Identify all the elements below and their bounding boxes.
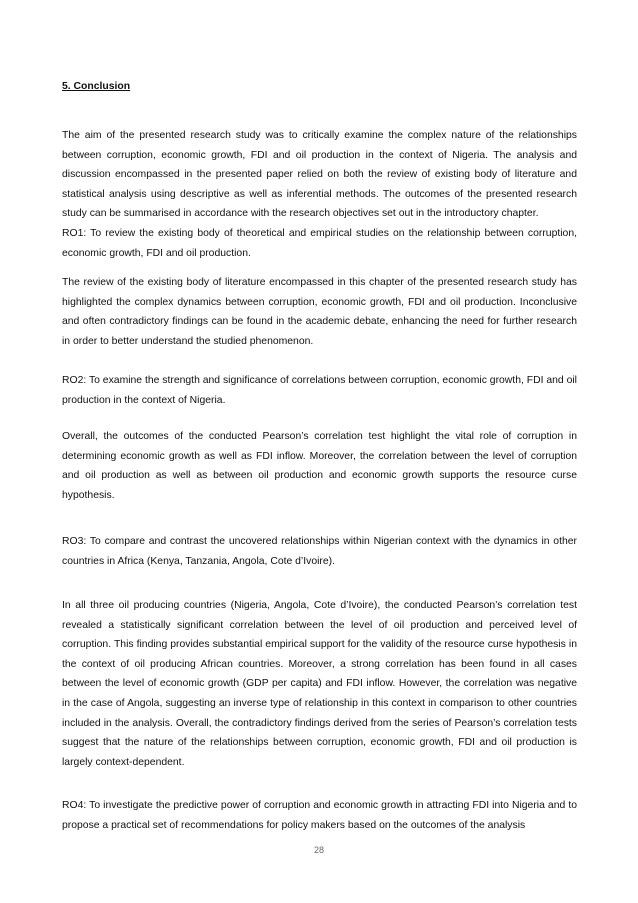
intro-paragraph: The aim of the presented research study was to critically examine the complex nature of the relationships between corruption, economic growth, FDI and oil production in the context of Nigeria. The analysis and discussion encompassed in the presented paper relied on both the review of existing body of literature and statistical analysis using descriptive as well as inferential methods. The outcomes of the presented research study can be summarised in accordance with the research objectives set out in the introductory chapter. [62,130,577,220]
research-objective-2-findings: Overall, the outcomes of the conducted Pearson’s correlation test highlight the vital role of corruption in determining economic growth as well as FDI inflow. Moreover, the correlation between the level of corruption and oil production as well as between oil production and economic growth supports the resource curse hypothesis. [62,431,577,501]
section-heading: 5. Conclusion [62,81,131,92]
research-objective-3-findings: In all three oil producing countries (Nigeria, Angola, Cote d’Ivoire), the conducted Pearson’s correlation test revealed a statistically significant correlation between the level of oil production and perceived level of corruption. This finding provides substantial empirical support for the validity of the resource curse hypothesis in the context of oil producing African countries. Moreover, a strong correlation has been found in all cases between the level of economic growth (GDP per capita) and FDI inflow. However, the correlation was negative in the case of Angola, suggesting an inverse type of relationship in this context in comparison to other countries included in the analysis. Overall, the contradictory findings derived from the series of Pearson’s correlation tests suggest that the nature of the relationships between corruption, economic growth, FDI and oil production is largely context-dependent. [62,600,577,768]
research-objective-3: RO3: To compare and contrast the uncovered relationships within Nigerian context with the dynamics in other countries in Africa (Kenya, Tanzania, Angola, Cote d’Ivoire). [62,536,577,567]
research-objective-4: RO4: To investigate the predictive power of corruption and economic growth in attracting FDI into Nigeria and to propose a practical set of recommendations for policy makers based on the outcomes of the analysis [62,800,577,831]
page-number: 28 [313,845,324,855]
research-objective-2: RO2: To examine the strength and significance of correlations between corruption, economic growth, FDI and oil production in the context of Nigeria. [62,375,577,406]
research-objective-1-findings: The review of the existing body of literature encompassed in this chapter of the presented research study has highlighted the complex dynamics between corruption, economic growth, FDI and oil production. Inconclusive and often contradictory findings can be found in the academic debate, enhancing the need for further research in order to better understand the studied phenomenon. [62,277,577,347]
research-objective-1: RO1: To review the existing body of theoretical and empirical studies on the relationship between corruption, economic growth, FDI and oil production. [62,228,577,259]
